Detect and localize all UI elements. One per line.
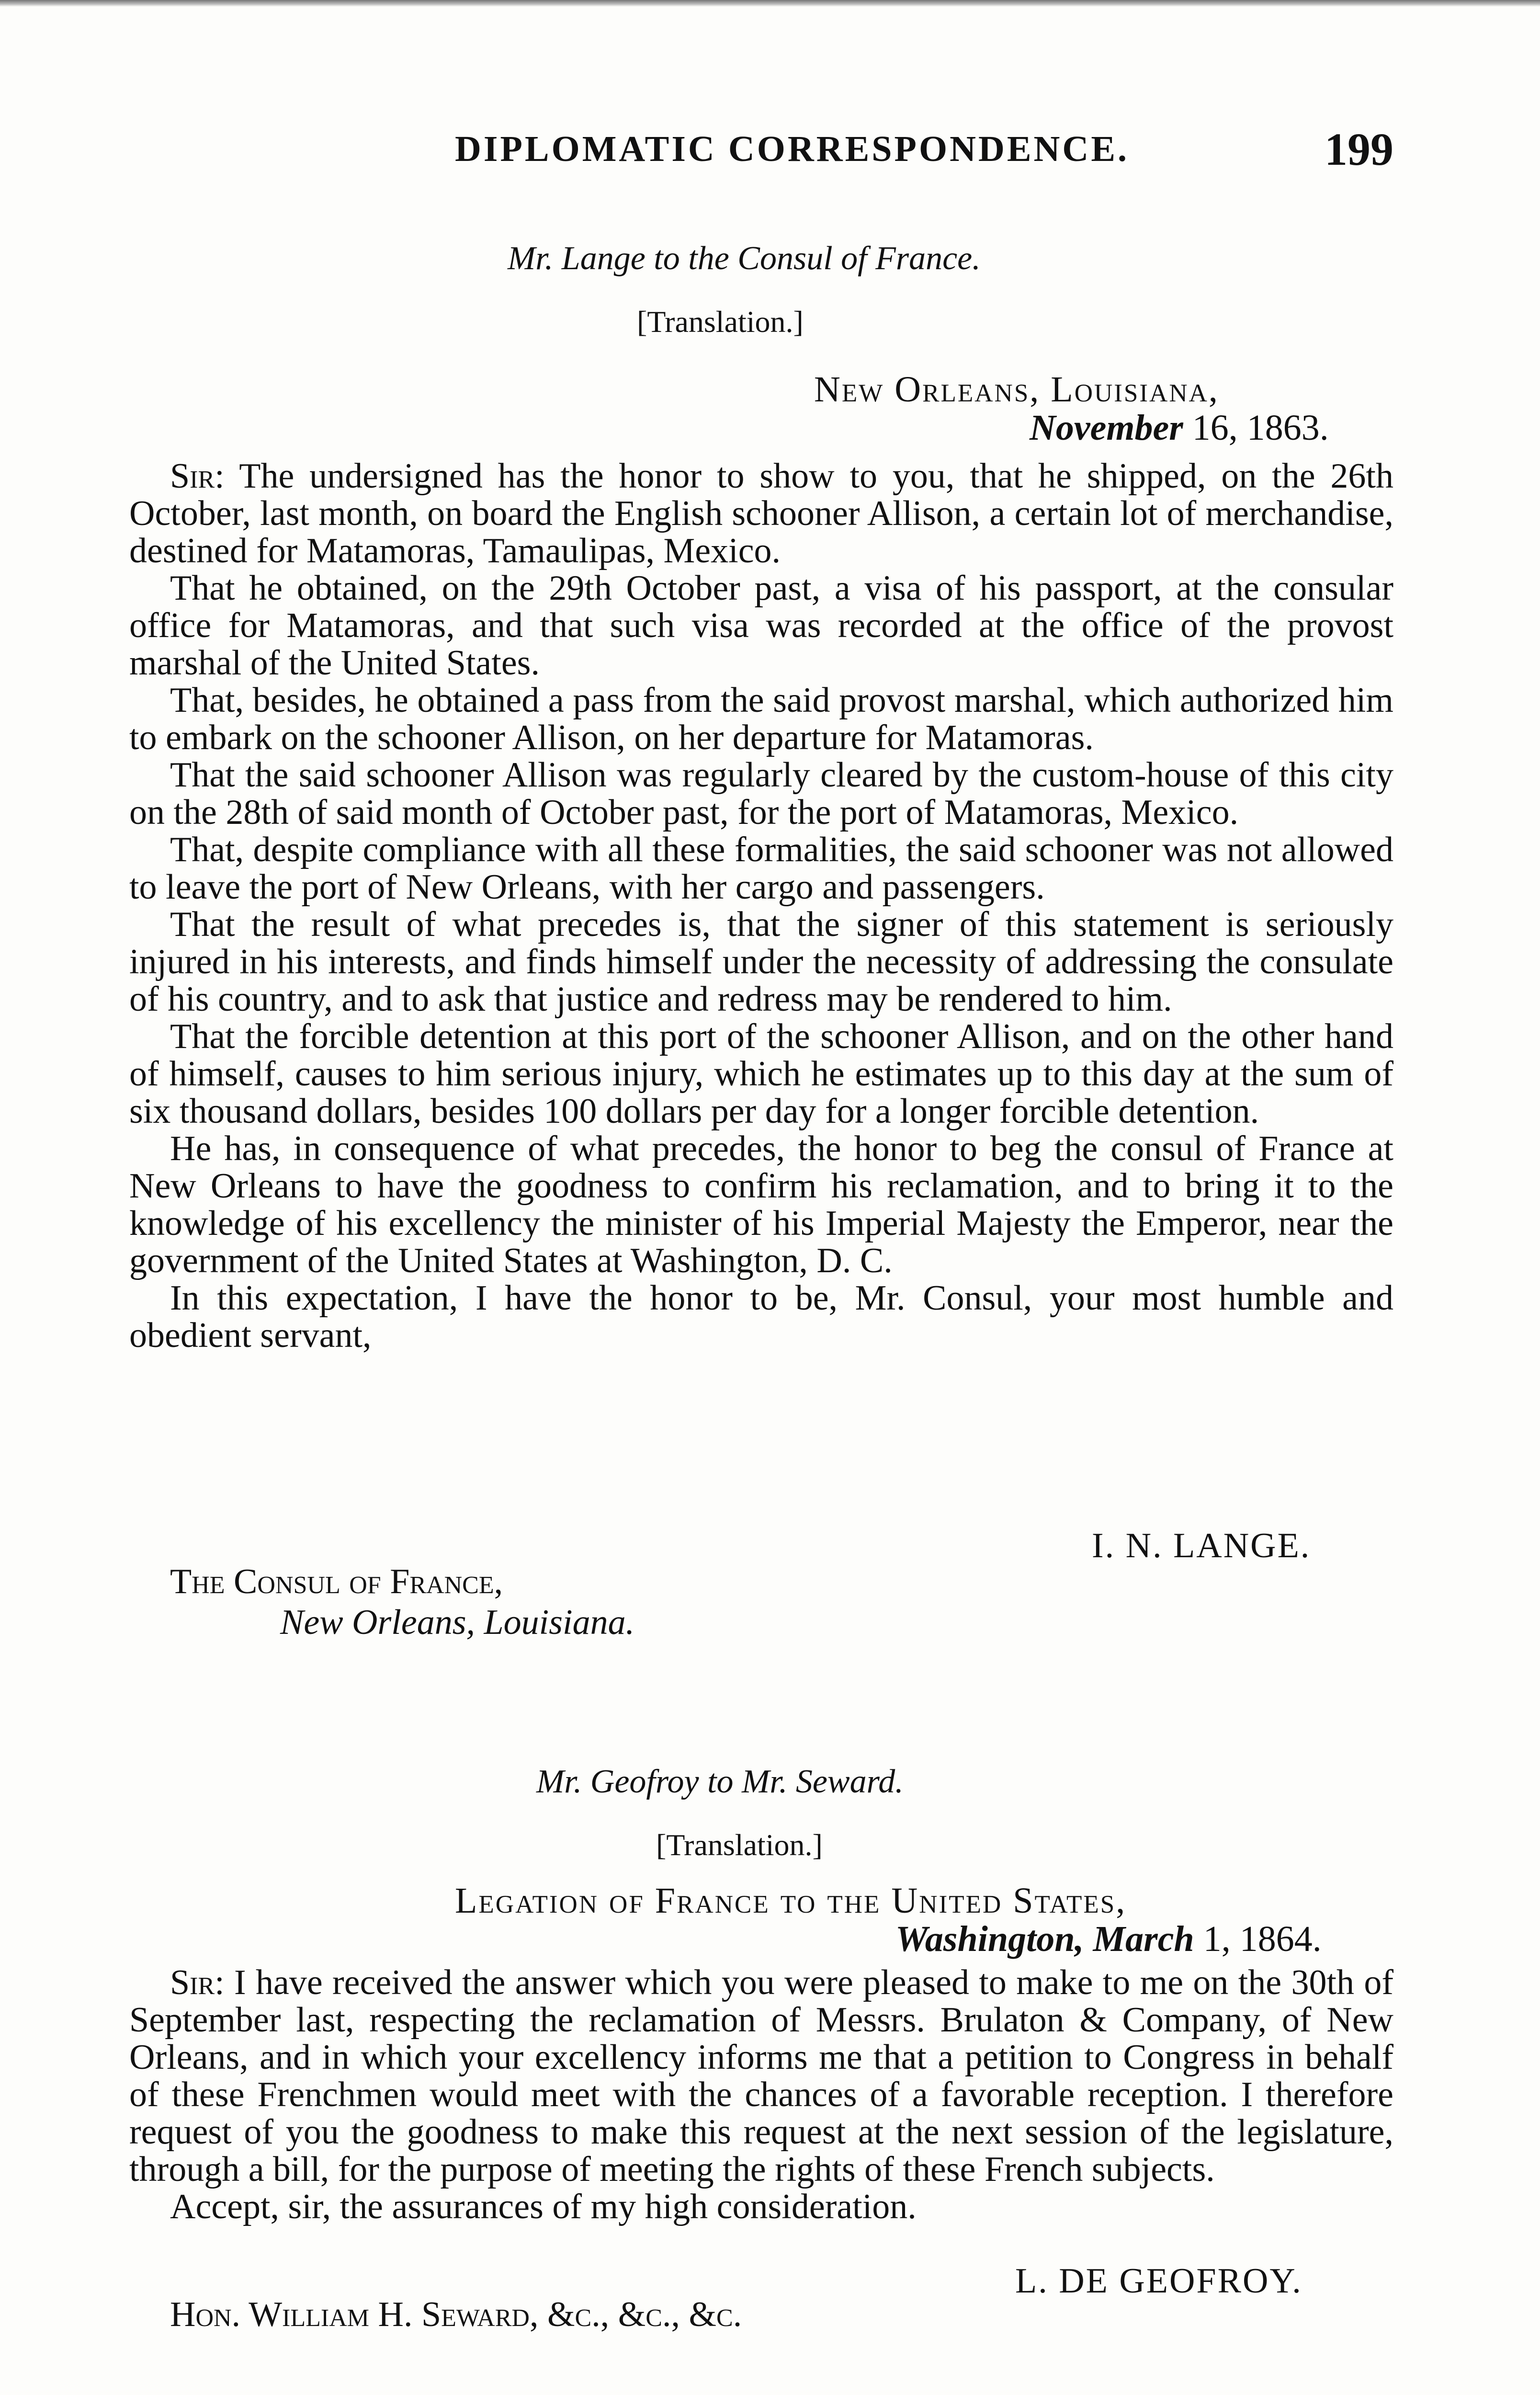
letter1-date — [1030, 407, 1329, 449]
letter1-addressee-line1: The Consul of France, — [170, 1562, 503, 1601]
letter1-paragraph: That, despite compliance with all these formalities, the said schooner was not allowed to leave the port of New Orleans, with her cargo and passengers. — [129, 830, 1393, 907]
letter1-paragraph: He has, in consequence of what precedes, the honor to beg the consul of France at New Orleans to have the goodness to confirm his reclamation, and to bring it to the knowledge of his excellency the minister of his Imperial Majesty the Emperor, near the government of the United States at Washington, D. C. — [129, 1129, 1393, 1280]
letter2-addressee: Hon. William H. Seward, &c., &c., &c. — [170, 2295, 742, 2334]
letter2-place: Legation of France to the United States, — [455, 1881, 1127, 1921]
letter2-date-rest: 1, 1864. — [1194, 1919, 1322, 1959]
letter1-paragraph: That he obtained, on the 29th October past, a visa of his passport, at the consular office for Matamoras, and that such visa was recorded at the office of the provost marshal of the United States. — [129, 569, 1393, 683]
letter1-date-month: November — [1030, 408, 1183, 448]
letter2-date-month: March — [1093, 1919, 1194, 1959]
letter2-date — [895, 1918, 1322, 1960]
letter1-heading: Mr. Lange to the Consul of France. — [508, 240, 981, 277]
letter2-translation-note: [Translation.] — [656, 1828, 823, 1862]
letter1-place: New Orleans, Louisiana, — [814, 369, 1219, 410]
letter2-body — [129, 1964, 1393, 2225]
page-number: 199 — [1325, 124, 1393, 175]
letter1-paragraph: That the said schooner Allison was regularly cleared by the custom-house of this city on the 28th of said month of October past, for the port of Matamoras, Mexico. — [129, 755, 1393, 832]
letter1-signature: I. N. LANGE. — [1092, 1526, 1311, 1565]
letter1-paragraph: Sir: The undersigned has the honor to show to you, that he shipped, on the 26th October, last month, on board the English schooner Allison, a certain lot of merchandise, destined for Matamoras, Tamaulipas, Mexico. — [129, 456, 1393, 570]
letter2-salutation: Sir — [170, 1963, 215, 2002]
letter2-paragraph: Accept, sir, the assurances of my high consideration. — [170, 2187, 917, 2226]
letter2-signature: L. DE GEOFROY. — [1015, 2261, 1302, 2301]
letter2-heading: Mr. Geofroy to Mr. Seward. — [536, 1763, 904, 1800]
letter1-addressee — [170, 1562, 634, 1643]
letter2-date-place: Washington, — [895, 1919, 1084, 1959]
running-title: DIPLOMATIC CORRESPONDENCE. — [455, 129, 1130, 169]
letter1-paragraph: In this expectation, I have the honor to be, Mr. Consul, your most humble and obedient servant, — [129, 1278, 1393, 1355]
scan-top-edge — [0, 0, 1540, 7]
letter1-date-rest: 16, 1863. — [1183, 408, 1329, 448]
letter1-paragraph: That the result of what precedes is, that the signer of this statement is seriously injured in his interests, and finds himself under the necessity of addressing the consulate of his country, and to ask that justice and redress may be rendered to him. — [129, 905, 1393, 1019]
letter1-paragraph: That the forcible detention at this port of the schooner Allison, and on the other hand of himself, causes to him serious injury, which he estimates up to this day at the sum of six thousand dollars, besides 100 dollars per day for a longer forcible detention. — [129, 1017, 1393, 1131]
letter1-salutation: Sir — [170, 456, 215, 496]
letter2-paragraph: Sir: I have received the answer which you were pleased to make to me on the 30th of September last, respecting the reclamation of Messrs. Brulaton & Company, of New Orleans, and in which your excellency informs me that a petition to Congress in behalf of these Frenchmen would meet with the chances of a favorable reception. I therefore request of you the goodness to make this request at the next session of the legislature, through a bill, for the purpose of meeting the rights of these French subjects. — [129, 1963, 1393, 2189]
letter1-addressee-line2: New Orleans, Louisiana. — [280, 1603, 635, 1642]
letter1-body — [129, 457, 1393, 1354]
letter1-translation-note: [Translation.] — [637, 305, 804, 339]
letter1-paragraph: That, besides, he obtained a pass from the said provost marshal, which authorized him to embark on the schooner Allison, on her departure for Matamoras. — [129, 681, 1393, 757]
